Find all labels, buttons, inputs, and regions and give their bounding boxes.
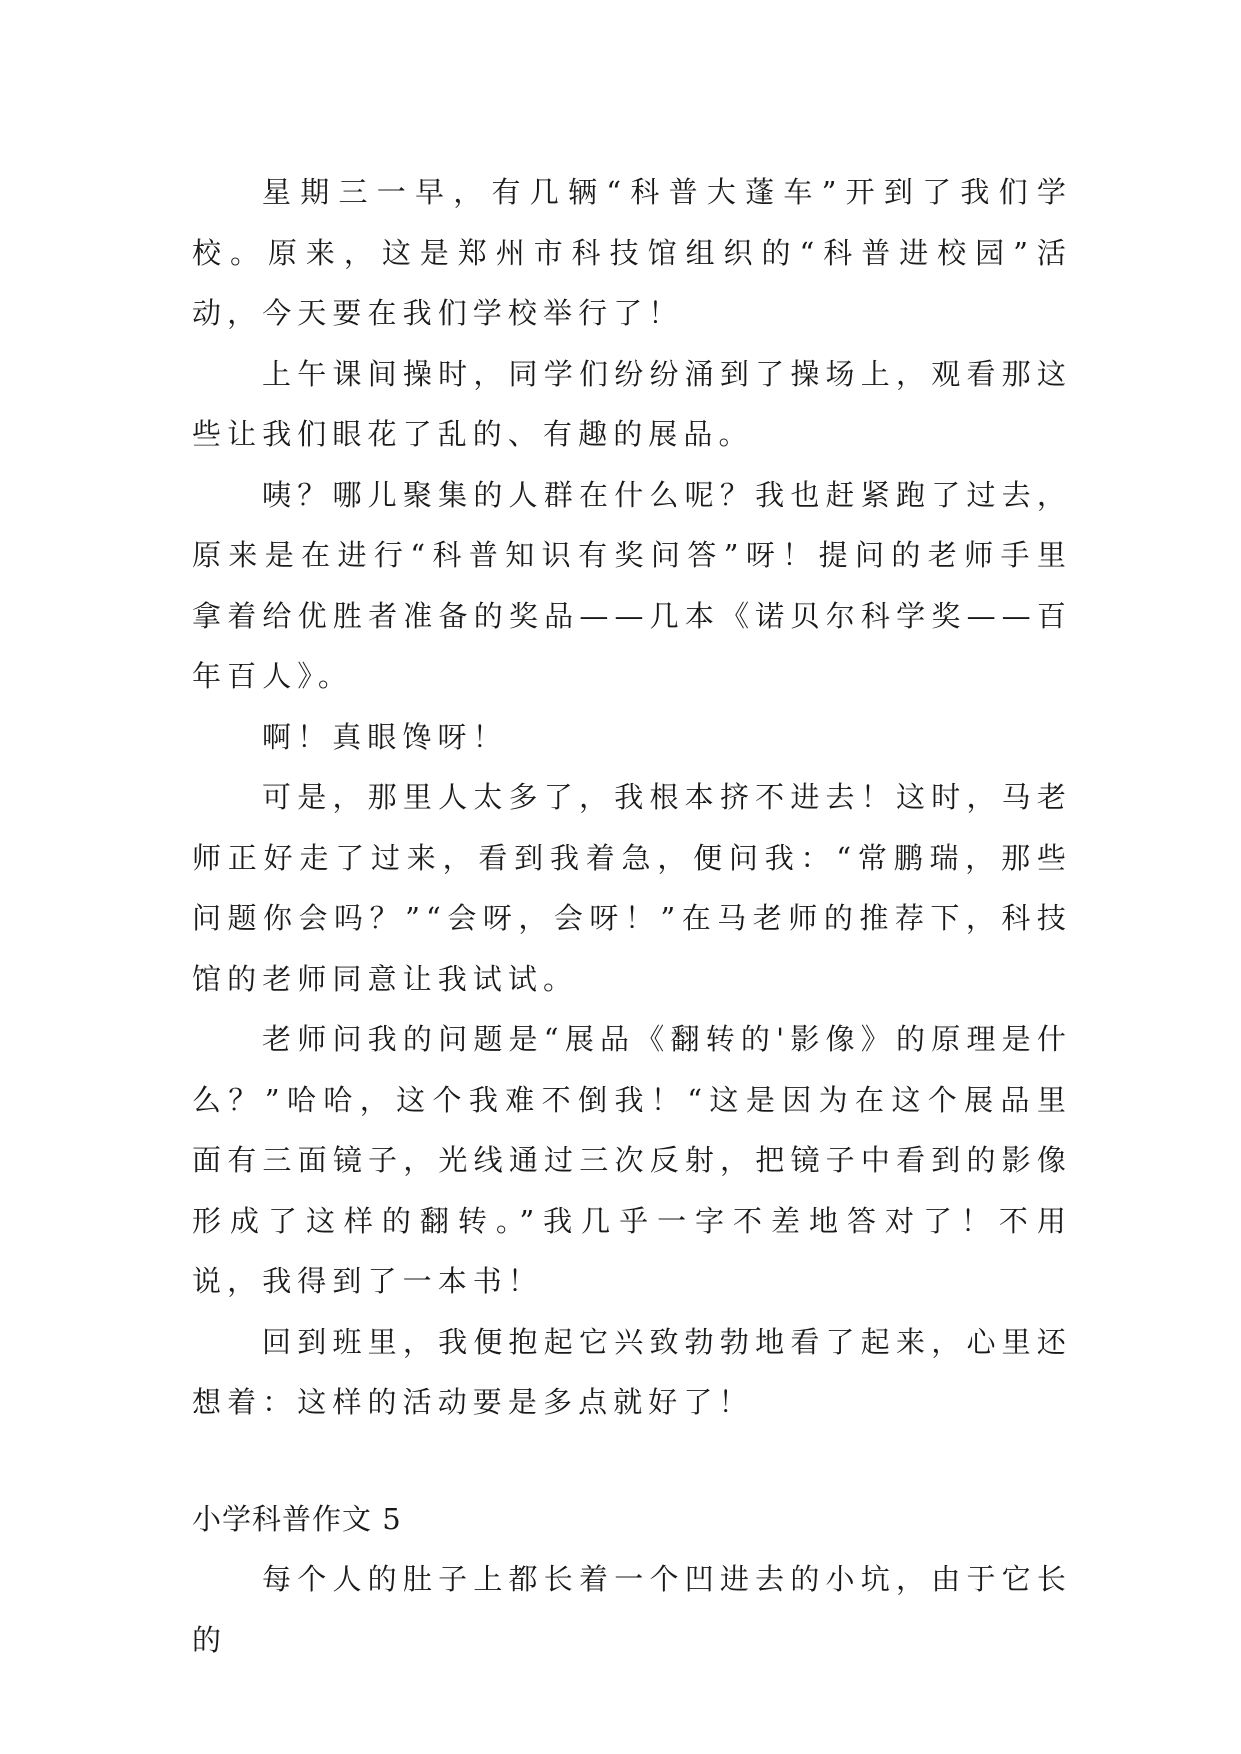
paragraph-next: 每个人的肚子上都长着一个凹进去的小坑，由于它长的 xyxy=(192,1562,1072,1657)
paragraph-6: 老师问我的问题是“展品《翻转的'影像》的原理是什么？”哈哈，这个我难不倒我！“这是因为在这个展品里面有三面镜子，光线通过三次反射，把镜子中看到的影像形成了这样的翻转。”我几乎一字不差地答对了！不用说，我得到了一本书！ xyxy=(192,1022,1072,1298)
paragraph-7: 回到班里，我便抱起它兴致勃勃地看了起来，心里还想着：这样的活动要是多点就好了！ xyxy=(192,1324,1072,1419)
section-title: 小学科普作文 5 xyxy=(192,1501,402,1536)
paragraph-2: 上午课间操时，同学们纷纷涌到了操场上，观看那这些让我们眼花了乱的、有趣的展品。 xyxy=(192,356,1072,451)
paragraph-3: 咦？哪儿聚集的人群在什么呢？我也赶紧跑了过去，原来是在进行“科普知识有奖问答”呀！提问的老师手里拿着给优胜者准备的奖品——几本《诺贝尔科学奖——百年百人》。 xyxy=(192,477,1072,693)
paragraph-4: 啊！真眼馋呀！ xyxy=(262,719,508,754)
document-body xyxy=(192,162,1072,1670)
paragraph-1: 星期三一早，有几辆“科普大蓬车”开到了我们学校。原来，这是郑州市科技馆组织的“科普进校园”活动，今天要在我们学校举行了！ xyxy=(192,175,1072,330)
paragraph-5: 可是，那里人太多了，我根本挤不进去！这时，马老师正好走了过来，看到我着急，便问我：“常鹏瑞，那些问题你会吗？”“会呀，会呀！”在马老师的推荐下，科技馆的老师同意让我试试。 xyxy=(192,780,1072,996)
